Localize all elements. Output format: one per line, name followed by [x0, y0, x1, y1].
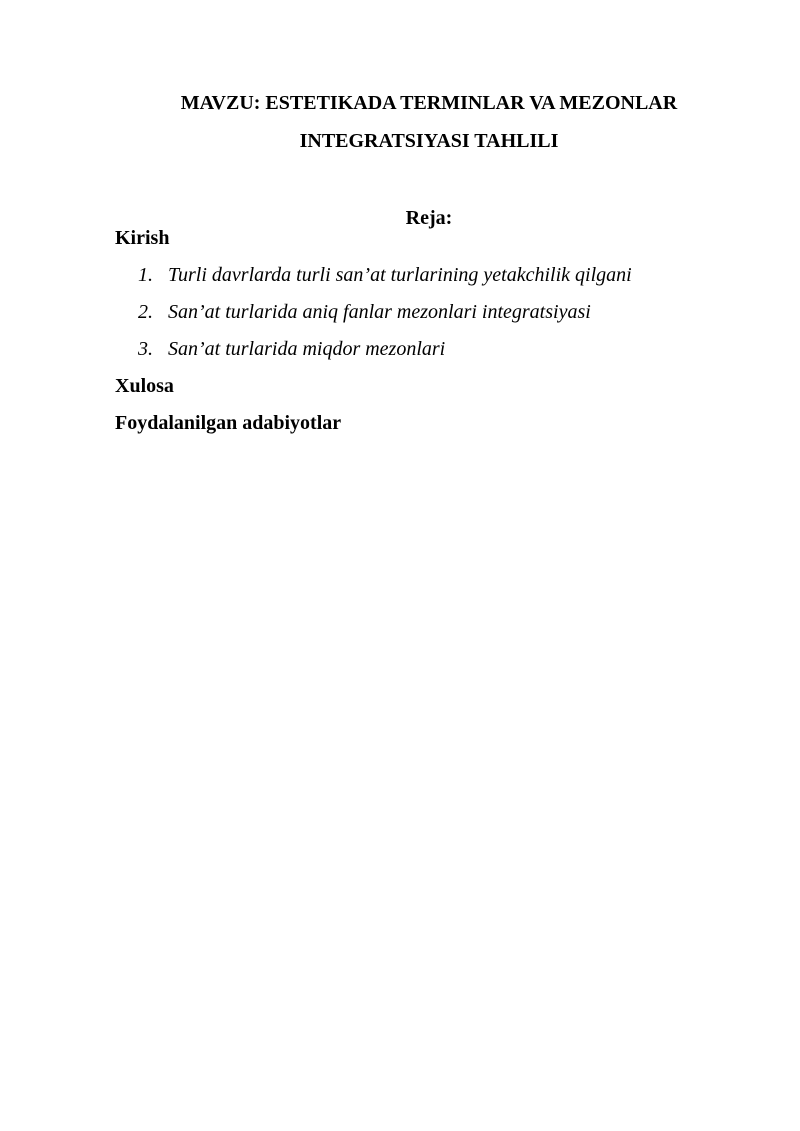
plan-list-text-3: San’at turlarida miqdor mezonlari [168, 338, 446, 360]
plan-heading: Reja: [405, 206, 453, 229]
plan-list-number-3: 3. [138, 338, 153, 360]
plan-list [138, 263, 632, 374]
document-title-line-1: MAVZU: ESTETIKADA TERMINLAR VA MEZONLAR [180, 92, 678, 115]
plan-list-item-1 [138, 263, 632, 300]
plan-list-text-2: San’at turlarida aniq fanlar mezonlari integratsiyasi [168, 301, 591, 323]
plan-list-number-1: 1. [138, 264, 153, 286]
plan-list-text-1: Turli davrlarda turli san’at turlarining yetakchilik qilgani [168, 264, 632, 286]
plan-list-item-3 [138, 337, 632, 374]
conclusion-heading: Xulosa [115, 375, 174, 397]
plan-list-item-2 [138, 300, 632, 337]
references-heading: Foydalanilgan adabiyotlar [115, 412, 342, 434]
intro-heading: Kirish [115, 227, 170, 249]
document-title-line-2: INTEGRATSIYASI TAHLILI [299, 130, 559, 153]
plan-list-number-2: 2. [138, 301, 153, 323]
